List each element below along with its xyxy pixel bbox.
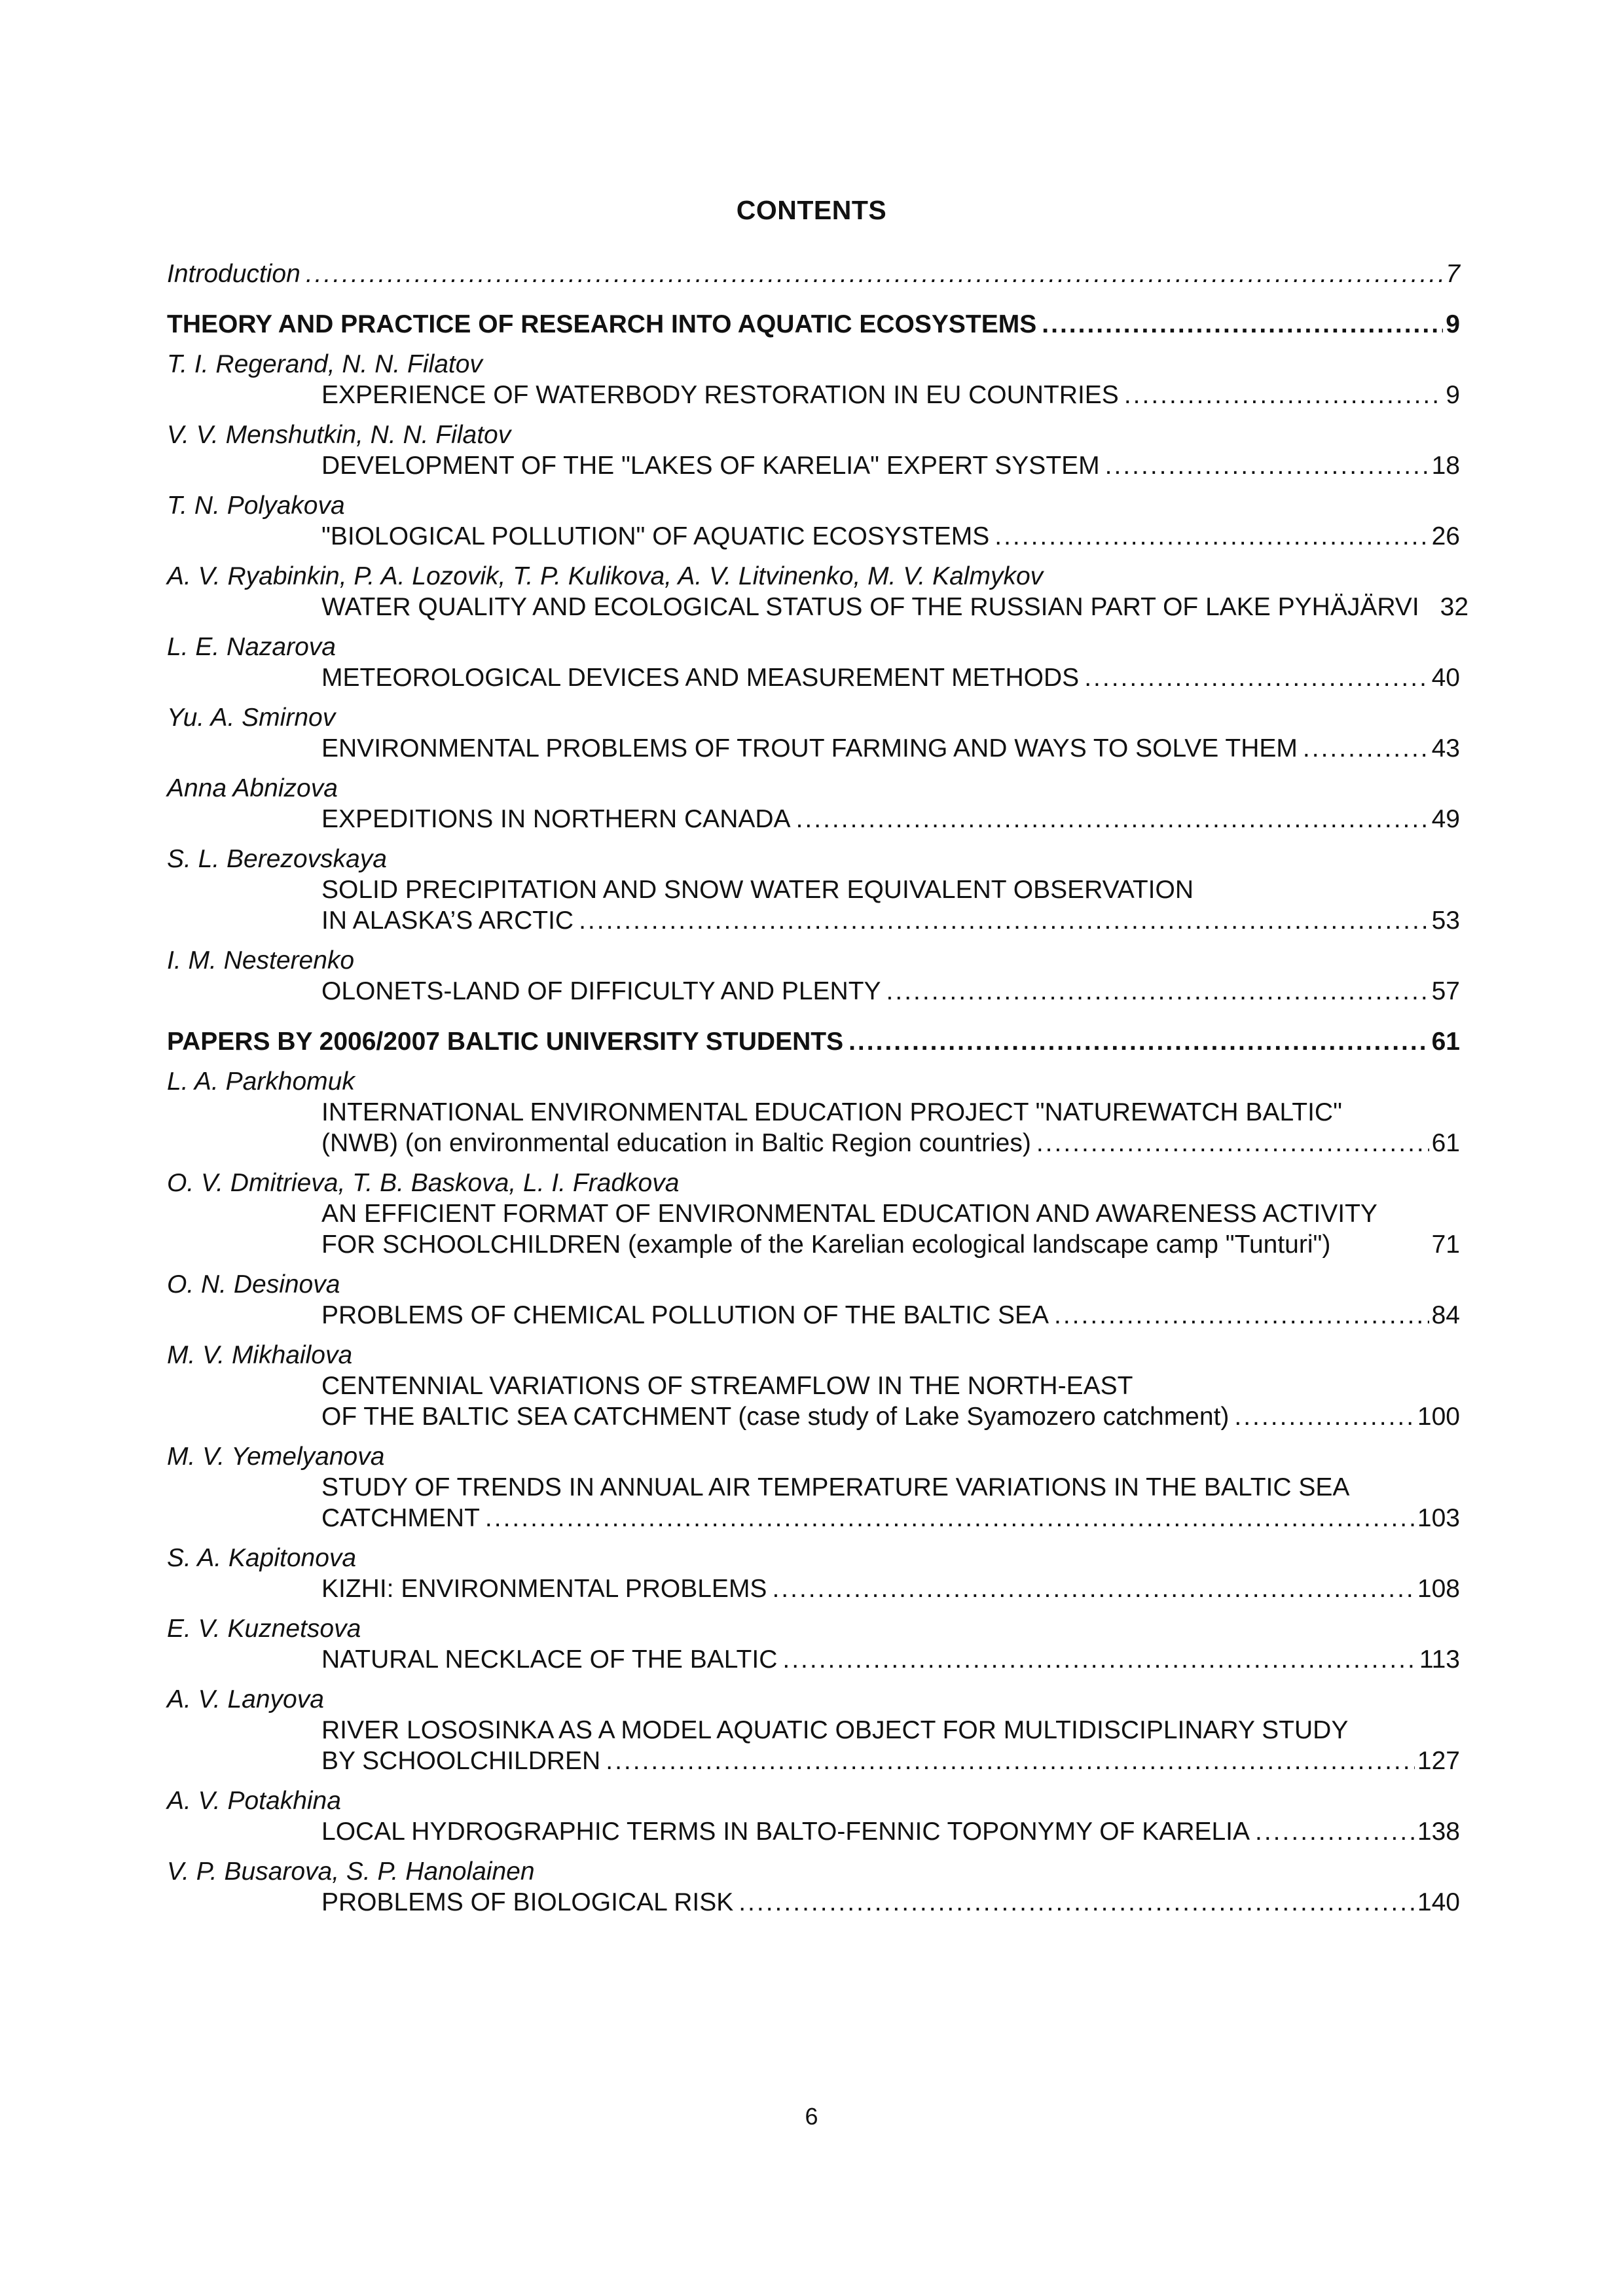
dot-leader: [1234, 1401, 1415, 1432]
toc-page-number: 32: [1440, 593, 1469, 621]
toc-title-line: RIVER LOSOSINKA AS A MODEL AQUATIC OBJECT FOR MULTIDISCIPLINARY STUDY: [321, 1716, 1349, 1744]
toc-author: V. V. Menshutkin, N. N. Filatov: [167, 421, 511, 449]
toc-page-number: 53: [1431, 906, 1460, 935]
toc-author: S. L. Berezovskaya: [167, 845, 387, 873]
toc-page-number: 18: [1431, 452, 1460, 480]
toc-title-line: STUDY OF TRENDS IN ANNUAL AIR TEMPERATURE VARIATIONS IN THE BALTIC SEA: [321, 1473, 1350, 1501]
toc-page-number: 127: [1417, 1747, 1460, 1775]
table-of-contents: [167, 259, 1469, 1918]
dot-leader: [772, 1573, 1414, 1604]
toc-entry-row: [167, 976, 1460, 1007]
toc-author: S. A. Kapitonova: [167, 1544, 357, 1572]
dot-leader: [1042, 309, 1443, 340]
toc-entry-title: NATURAL NECKLACE OF THE BALTIC: [321, 1645, 778, 1674]
toc-page-number: 113: [1419, 1645, 1460, 1674]
dot-leader: [579, 905, 1429, 936]
toc-entry-title: METEOROLOGICAL DEVICES AND MEASUREMENT METHODS: [321, 664, 1080, 692]
toc-section-title: PAPERS BY 2006/2007 BALTIC UNIVERSITY STUDENTS: [167, 1028, 844, 1056]
dot-leader: [1124, 380, 1443, 410]
page-number: 6: [805, 2103, 818, 2130]
dot-leader: [886, 976, 1429, 1007]
toc-author: Anna Abnizova: [167, 774, 338, 802]
toc-entry-row: [167, 1401, 1460, 1432]
toc-entry-row: [167, 662, 1460, 693]
toc-entry-title: (NWB) (on environmental education in Baltic Region countries): [321, 1129, 1031, 1157]
dot-leader: [1105, 450, 1429, 481]
toc-entry-row: [167, 1644, 1460, 1675]
toc-page-number: 61: [1431, 1028, 1460, 1056]
toc-page-number: 43: [1431, 734, 1460, 762]
toc-author: A. V. Lanyova: [167, 1685, 324, 1713]
toc-page-number: 9: [1446, 381, 1460, 409]
toc-page-number: 140: [1417, 1888, 1460, 1916]
toc-page-number: 71: [1431, 1230, 1460, 1259]
toc-author: A. V. Ryabinkin, P. A. Lozovik, T. P. Kulikova, A. V. Litvinenko, M. V. Kalmykov: [167, 562, 1044, 590]
toc-entry-row: [167, 521, 1460, 552]
toc-page-number: 108: [1417, 1575, 1460, 1603]
toc-page-number: 40: [1431, 664, 1460, 692]
toc-author: V. P. Busarova, S. P. Hanolainen: [167, 1857, 535, 1886]
dot-leader: [485, 1503, 1415, 1534]
toc-title-line: SOLID PRECIPITATION AND SNOW WATER EQUIVALENT OBSERVATION: [321, 876, 1194, 904]
toc-author: A. V. Potakhina: [167, 1787, 341, 1815]
toc-entry-title: CATCHMENT: [321, 1504, 480, 1532]
toc-entry-row: [167, 1300, 1460, 1331]
toc-entry-row: [167, 1887, 1460, 1918]
toc-section-title: THEORY AND PRACTICE OF RESEARCH INTO AQUATIC ECOSYSTEMS: [167, 310, 1037, 338]
toc-author: Yu. A. Smirnov: [167, 704, 336, 732]
toc-entry-title: EXPEDITIONS IN NORTHERN CANADA: [321, 805, 791, 833]
toc-entry-title: FOR SCHOOLCHILDREN (example of the Karelian ecological landscape camp "Tunturi"): [321, 1230, 1331, 1259]
toc-page-number: 100: [1417, 1403, 1460, 1431]
toc-entry-row: [167, 450, 1460, 481]
toc-page-number: 57: [1431, 977, 1460, 1005]
toc-page-number: 7: [1446, 260, 1460, 288]
toc-entry-row: [167, 905, 1460, 936]
toc-author: T. I. Regerand, N. N. Filatov: [167, 350, 483, 378]
toc-section-row: [167, 1026, 1460, 1057]
toc-entry-title: BY SCHOOLCHILDREN: [321, 1747, 601, 1775]
toc-author: O. N. Desinova: [167, 1270, 340, 1299]
toc-author: M. V. Yemelyanova: [167, 1443, 385, 1471]
toc-entry-row: [167, 259, 1460, 289]
toc-entry-row: [167, 733, 1460, 764]
toc-entry-title: PROBLEMS OF CHEMICAL POLLUTION OF THE BALTIC SEA: [321, 1301, 1049, 1329]
toc-page-number: 49: [1431, 805, 1460, 833]
toc-entry-title: Introduction: [167, 260, 301, 288]
toc-entry-row: [167, 1746, 1460, 1776]
toc-entry-title: WATER QUALITY AND ECOLOGICAL STATUS OF THE RUSSIAN PART OF LAKE PYHÄJÄRVI: [321, 593, 1419, 621]
toc-entry-title: LOCAL HYDROGRAPHIC TERMS IN BALTO-FENNIC TOPONYMY OF KARELIA: [321, 1818, 1250, 1846]
toc-page-number: 103: [1417, 1504, 1460, 1532]
toc-page-number: 26: [1431, 522, 1460, 550]
dot-leader: [994, 521, 1429, 552]
toc-entry-title: EXPERIENCE OF WATERBODY RESTORATION IN EU COUNTRIES: [321, 381, 1119, 409]
toc-entry-row: [167, 380, 1460, 410]
toc-entry-row: [167, 1816, 1460, 1847]
toc-entry-row: [167, 1503, 1460, 1534]
toc-entry-title: KIZHI: ENVIRONMENTAL PROBLEMS: [321, 1575, 767, 1603]
toc-title-line: CENTENNIAL VARIATIONS OF STREAMFLOW IN THE NORTH-EAST: [321, 1372, 1133, 1400]
dot-leader: [1255, 1816, 1415, 1847]
dot-leader: [1084, 662, 1429, 693]
toc-entry-title: DEVELOPMENT OF THE "LAKES OF KARELIA" EXPERT SYSTEM: [321, 452, 1100, 480]
toc-author: L. A. Parkhomuk: [167, 1067, 355, 1096]
toc-author: E. V. Kuznetsova: [167, 1615, 361, 1643]
toc-entry-row: [167, 592, 1469, 622]
toc-entry-title: "BIOLOGICAL POLLUTION" OF AQUATIC ECOSYSTEMS: [321, 522, 990, 550]
toc-author: M. V. Mikhailova: [167, 1341, 353, 1369]
dot-leader: [782, 1644, 1416, 1675]
toc-author: T. N. Polyakova: [167, 492, 345, 520]
toc-author: I. M. Nesterenko: [167, 946, 355, 975]
toc-page-number: 9: [1446, 310, 1460, 338]
dot-leader: [306, 259, 1443, 289]
toc-entry-title: IN ALASKA’S ARCTIC: [321, 906, 574, 935]
dot-leader: [1054, 1300, 1429, 1331]
dot-leader: [1303, 733, 1429, 764]
toc-page-number: 61: [1431, 1129, 1460, 1157]
toc-section-row: [167, 309, 1460, 340]
toc-entry-title: OLONETS-LAND OF DIFFICULTY AND PLENTY: [321, 977, 881, 1005]
toc-entry-row: [167, 804, 1460, 834]
dot-leader: [848, 1026, 1429, 1057]
contents-heading: CONTENTS: [736, 195, 887, 225]
toc-title-line: AN EFFICIENT FORMAT OF ENVIRONMENTAL EDUCATION AND AWARENESS ACTIVITY: [321, 1200, 1377, 1228]
dot-leader: [1036, 1128, 1429, 1158]
toc-entry-row: [167, 1128, 1460, 1158]
toc-title-line: INTERNATIONAL ENVIRONMENTAL EDUCATION PROJECT "NATUREWATCH BALTIC": [321, 1098, 1342, 1126]
toc-author: O. V. Dmitrieva, T. B. Baskova, L. I. Fradkova: [167, 1169, 680, 1197]
toc-entry-row: [167, 1229, 1460, 1260]
toc-page-number: 138: [1417, 1818, 1460, 1846]
dot-leader: [606, 1746, 1415, 1776]
dot-leader: [796, 804, 1429, 834]
toc-entry-title: OF THE BALTIC SEA CATCHMENT (case study of Lake Syamozero catchment): [321, 1403, 1230, 1431]
toc-entry-title: ENVIRONMENTAL PROBLEMS OF TROUT FARMING AND WAYS TO SOLVE THEM: [321, 734, 1298, 762]
toc-page-number: 84: [1431, 1301, 1460, 1329]
dot-leader: [739, 1887, 1415, 1918]
toc-entry-title: PROBLEMS OF BIOLOGICAL RISK: [321, 1888, 734, 1916]
toc-author: L. E. Nazarova: [167, 633, 336, 661]
toc-entry-row: [167, 1573, 1460, 1604]
